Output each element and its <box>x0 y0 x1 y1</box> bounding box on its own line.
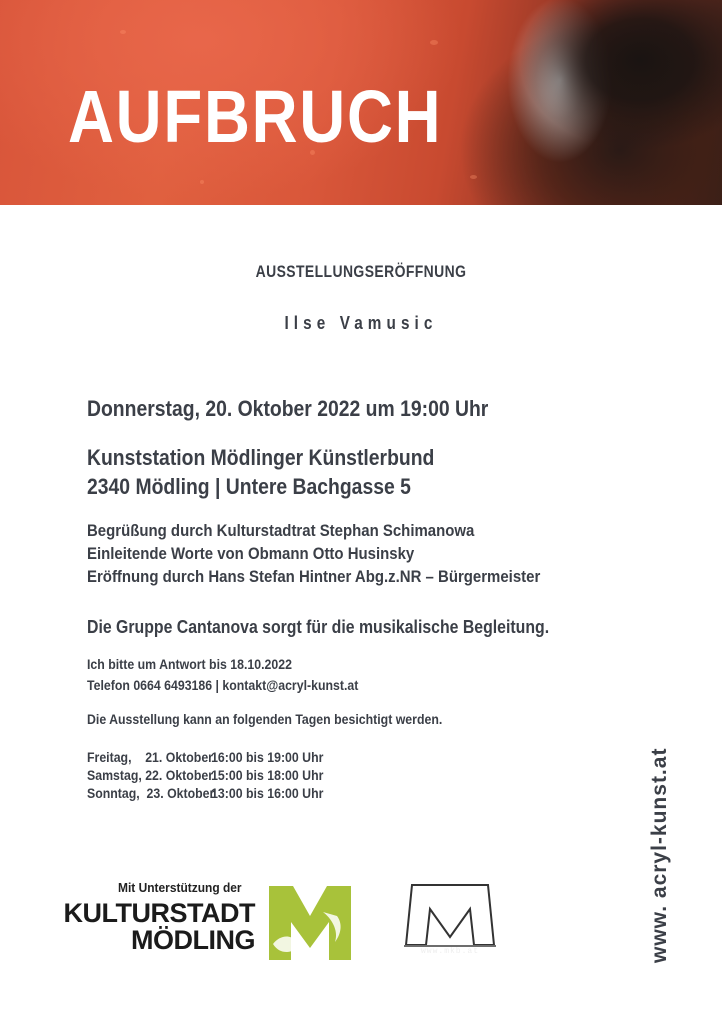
schedule-row <box>87 784 323 802</box>
schedule-hours: 16:00 bis 19:00 Uhr <box>211 749 324 765</box>
poster-title: AUFBRUCH <box>68 75 443 158</box>
event-datetime: Donnerstag, 20. Oktober 2022 um 19:00 Uhr <box>87 396 489 421</box>
schedule-day: Freitag, 21. Oktober <box>87 749 213 765</box>
rsvp-contact: Telefon 0664 6493186 | kontakt@acryl-kunst.at <box>87 677 359 693</box>
visiting-schedule <box>87 748 323 802</box>
website-vertical: www. acryl-kunst.at <box>648 747 671 963</box>
schedule-row <box>87 748 323 766</box>
header-banner <box>0 0 722 205</box>
city-line-2: MÖDLING <box>131 925 255 955</box>
program-item: Einleitende Worte von Obmann Otto Husinsky <box>87 544 415 563</box>
schedule-row <box>87 766 323 784</box>
city-line-1: KULTURSTADT <box>63 898 255 928</box>
schedule-hours: 15:00 bis 18:00 Uhr <box>211 767 324 783</box>
venue-address: 2340 Mödling | Untere Bachgasse 5 <box>87 474 411 499</box>
mkb-m-icon <box>404 883 496 947</box>
schedule-day: Sonntag, 23. Oktober <box>87 785 215 801</box>
venue <box>87 443 434 501</box>
rsvp-info <box>87 654 358 696</box>
venue-name: Kunststation Mödlinger Künstlerbund <box>87 445 435 470</box>
city-name <box>60 900 255 954</box>
program-list <box>87 519 540 588</box>
mkb-logo <box>404 883 496 956</box>
city-m-emblem-icon <box>265 882 355 962</box>
program-item: Begrüßung durch Kulturstadtrat Stephan Schimanowa <box>87 521 475 540</box>
support-text: Mit Unterstützung der <box>118 880 242 895</box>
mkb-url: www.mkb.at <box>420 947 479 956</box>
artist-name: Ilse Vamusic <box>284 313 438 333</box>
schedule-hours: 13:00 bis 16:00 Uhr <box>211 785 324 801</box>
event-type: AUSSTELLUNGSERÖFFNUNG <box>255 262 467 281</box>
music-note: Die Gruppe Cantanova sorgt für die musikalische Begleitung. <box>87 617 550 637</box>
schedule-day: Samstag, 22. Oktober <box>87 767 213 783</box>
visiting-intro: Die Ausstellung kann an folgenden Tagen besichtigt werden. <box>87 711 443 727</box>
rsvp-deadline: Ich bitte um Antwort bis 18.10.2022 <box>87 656 292 672</box>
program-item: Eröffnung durch Hans Stefan Hintner Abg.z.NR – Bürgermeister <box>87 567 541 586</box>
